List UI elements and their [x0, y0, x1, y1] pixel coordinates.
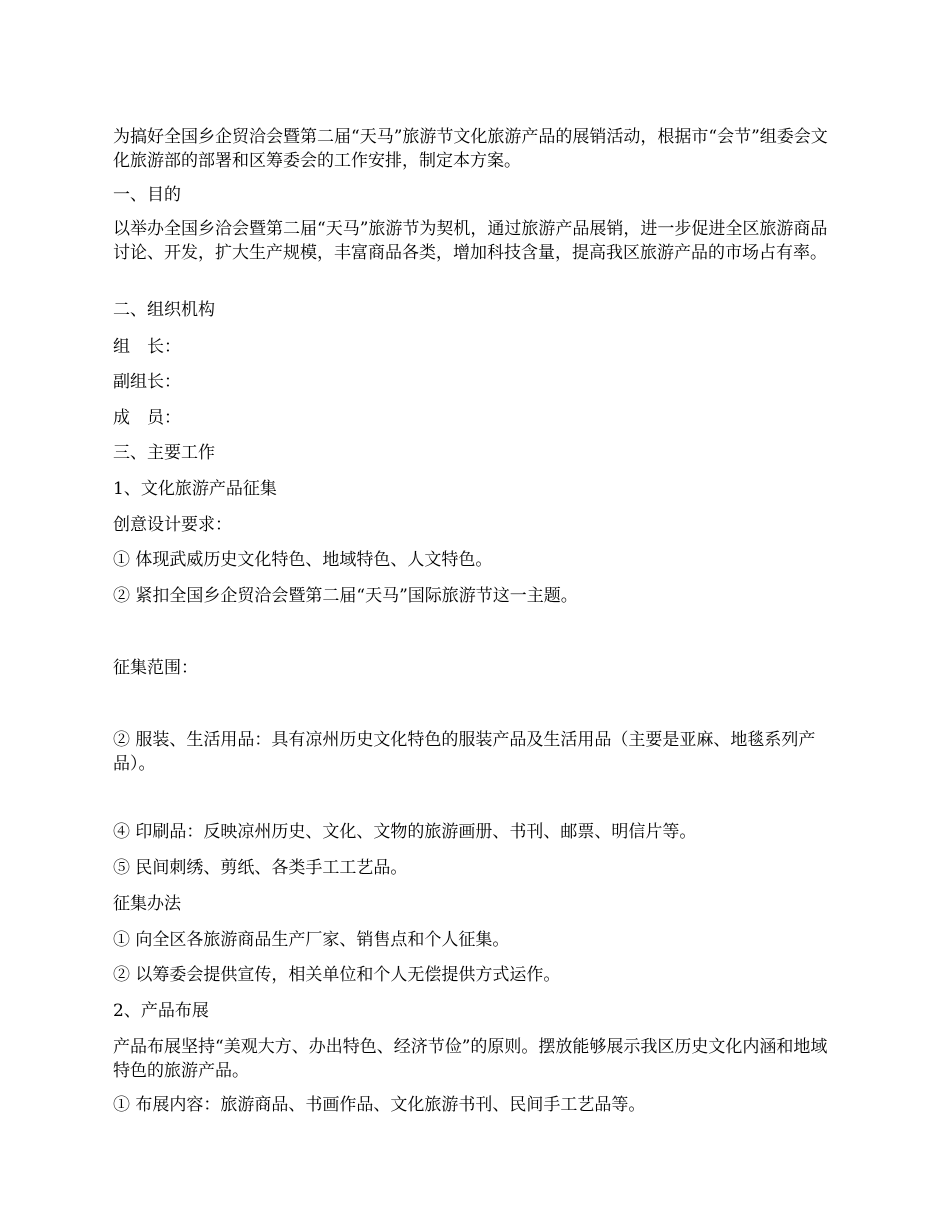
org-deputy-line: 副组长： [113, 372, 181, 392]
intro-paragraph: 为搞好全国乡企贸洽会暨第二届“天马”旅游节文化旅游产品的展销活动，根据市“会节”组委会文化旅游部的部署和区筹委会的工作安排，制定本方案。 [113, 127, 828, 171]
display-item: ① 布展内容：旅游商品、书画作品、文化旅游书刊、民间手工艺品等。 [113, 1095, 646, 1115]
section-heading-organization: 二、组织机构 [113, 300, 215, 320]
method-item: ① 向全区各旅游商品生产厂家、销售点和个人征集。 [113, 930, 510, 950]
scope-item: ② 服装、生活用品：具有凉州历史文化特色的服装产品及生活用品（主要是亚麻、地毯系列产品）。 [113, 730, 816, 774]
section-heading-main-work: 三、主要工作 [113, 443, 215, 463]
design-requirements-label: 创意设计要求： [113, 515, 232, 535]
scope-item: ④ 印刷品：反映凉州历史、文化、文物的旅游画册、书刊、邮票、明信片等。 [113, 822, 697, 842]
display-principle-paragraph: 产品布展坚持“美观大方、办出特色、经济节俭”的原则。摆放能够展示我区历史文化内涵和地域特色的旅游产品。 [113, 1037, 828, 1081]
collection-method-label: 征集办法 [113, 894, 181, 914]
org-leader-line: 组 长： [113, 337, 181, 357]
requirement-item: ② 紧扣全国乡企贸洽会暨第二届“天马”国际旅游节这一主题。 [113, 586, 578, 606]
section-heading-purpose: 一、目的 [113, 185, 181, 205]
method-item: ② 以筹委会提供宣传，相关单位和个人无偿提供方式运作。 [113, 965, 561, 985]
subheading-product-display: 2、产品布展 [113, 1001, 209, 1021]
org-members-line: 成 员： [113, 408, 181, 428]
purpose-paragraph: 以举办全国乡洽会暨第二届“天马”旅游节为契机，通过旅游产品展销，进一步促进全区旅游商品讨论、开发，扩大生产规模，丰富商品各类，增加科技含量，提高我区旅游产品的市场占有率。 [113, 219, 828, 263]
requirement-item: ① 体现武威历史文化特色、地域特色、人文特色。 [113, 550, 493, 570]
collection-scope-label: 征集范围： [113, 658, 198, 678]
subheading-product-collection: 1、文化旅游产品征集 [113, 479, 277, 499]
scope-item: ⑤ 民间刺绣、剪纸、各类手工工艺品。 [113, 858, 408, 878]
